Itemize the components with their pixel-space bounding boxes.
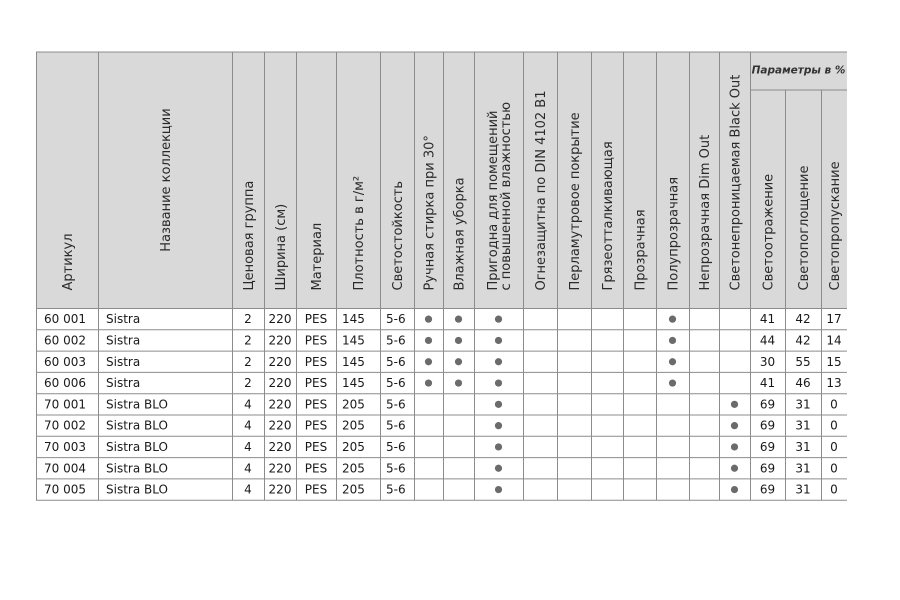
table-cell-material: PES xyxy=(304,397,328,412)
table-cell-article: 70 003 xyxy=(44,439,86,454)
feature-dot xyxy=(495,465,502,472)
column-header-label: Артикул xyxy=(61,233,76,291)
table-cell-lightfast: 5-6 xyxy=(386,333,406,348)
table-cell-reflect: 69 xyxy=(759,397,776,412)
table-cell-reflect: 69 xyxy=(759,418,776,433)
table-cell-article: 70 002 xyxy=(44,418,86,433)
column-header-pearl xyxy=(568,112,583,290)
column-header-article xyxy=(61,233,76,290)
table-cell-transmit: 17 xyxy=(826,312,842,327)
table-cell-collection: Sistra BLO xyxy=(106,439,168,454)
product-spec-table xyxy=(36,51,847,500)
table-cell-collection: Sistra BLO xyxy=(106,482,168,497)
column-header-material xyxy=(310,223,325,291)
feature-dot xyxy=(731,486,738,493)
table-cell-density: 205 xyxy=(342,439,365,454)
column-header-label: Плотность в г/м² xyxy=(352,175,367,291)
table-cell-collection: Sistra BLO xyxy=(106,397,168,412)
feature-dot xyxy=(425,379,432,386)
column-header-fireproof xyxy=(534,91,549,291)
column-header-transmit xyxy=(828,161,843,290)
column-header-label: Светопоглощение xyxy=(797,165,812,291)
feature-dot xyxy=(455,316,462,323)
table-cell-reflect: 69 xyxy=(759,439,776,454)
feature-dot xyxy=(425,316,432,323)
table-cell-collection: Sistra xyxy=(106,376,141,391)
column-header-label: Материал xyxy=(310,222,325,291)
table-cell-absorb: 42 xyxy=(795,333,811,348)
table-cell-lightfast: 5-6 xyxy=(386,439,406,454)
column-header-label: Пригодна для помещений xyxy=(486,110,501,291)
column-header-label: Ценовая группа xyxy=(242,180,257,291)
table-cell-density: 205 xyxy=(342,418,365,433)
column-header-dirtrep xyxy=(601,141,616,290)
table-cell-transmit: 13 xyxy=(826,376,842,391)
table-cell-lightfast: 5-6 xyxy=(386,482,406,497)
table-cell-density: 145 xyxy=(342,376,365,391)
table-cell-width: 220 xyxy=(268,439,292,454)
table-cell-material: PES xyxy=(304,418,328,433)
table-cell-material: PES xyxy=(304,333,328,348)
feature-dot xyxy=(731,465,738,472)
column-header-blackout xyxy=(729,75,744,291)
table-cell-width: 220 xyxy=(268,418,292,433)
table-cell-price_group: 4 xyxy=(244,482,252,497)
table-cell-absorb: 55 xyxy=(795,354,811,369)
column-header-label: Грязеотталкивающая xyxy=(601,141,616,291)
table-cell-lightfast: 5-6 xyxy=(386,312,406,327)
feature-dot xyxy=(425,337,432,344)
table-cell-width: 220 xyxy=(268,482,292,497)
table-cell-absorb: 46 xyxy=(795,376,811,391)
table-cell-absorb: 31 xyxy=(795,482,811,497)
table-cell-width: 220 xyxy=(268,397,292,412)
column-header-label: Перламутровое покрытие xyxy=(568,112,583,291)
column-header-label: Светоотражение xyxy=(761,173,777,291)
table-cell-width: 220 xyxy=(268,312,292,327)
table-cell-collection: Sistra xyxy=(106,312,141,327)
table-cell-price_group: 2 xyxy=(244,312,252,327)
table-cell-price_group: 2 xyxy=(244,376,252,391)
table-cell-collection: Sistra xyxy=(106,333,141,348)
feature-dot xyxy=(669,337,676,344)
feature-dot xyxy=(669,316,676,323)
table-cell-density: 205 xyxy=(342,397,365,412)
table-cell-reflect: 69 xyxy=(759,482,776,497)
table-cell-material: PES xyxy=(304,376,328,391)
feature-dot xyxy=(495,443,502,450)
column-header-lightfast xyxy=(391,181,406,291)
table-cell-transmit: 0 xyxy=(830,397,838,412)
feature-dot xyxy=(495,401,502,408)
table-cell-absorb: 31 xyxy=(795,418,811,433)
table-cell-material: PES xyxy=(304,439,328,454)
column-header-label: Ширина (см) xyxy=(274,203,289,291)
table-cell-transmit: 14 xyxy=(826,333,842,348)
feature-dot xyxy=(495,316,502,323)
table-cell-article: 70 004 xyxy=(44,461,86,476)
column-header-width xyxy=(274,204,289,291)
column-header-absorb xyxy=(797,166,812,291)
column-header-label: Ручная стирка при 30° xyxy=(422,135,438,291)
table-cell-price_group: 2 xyxy=(244,333,252,348)
table-cell-absorb: 31 xyxy=(795,439,811,454)
column-header-transparent xyxy=(634,209,649,290)
column-header-collection xyxy=(159,108,174,251)
table-cell-price_group: 4 xyxy=(244,461,252,476)
table-cell-absorb: 31 xyxy=(795,397,811,412)
table-cell-absorb: 31 xyxy=(795,461,811,476)
feature-dot xyxy=(495,486,502,493)
table-cell-collection: Sistra xyxy=(106,354,141,369)
column-header-label: Прозрачная xyxy=(633,209,649,291)
table-cell-width: 220 xyxy=(268,376,292,391)
column-header-humid xyxy=(486,102,514,291)
table-cell-article: 70 005 xyxy=(44,482,86,497)
table-cell-price_group: 2 xyxy=(244,354,252,369)
feature-dot xyxy=(669,358,676,365)
feature-dot xyxy=(495,358,502,365)
column-header-label: Огнезащитна по DIN 4102 B1 xyxy=(534,90,549,291)
table-cell-collection: Sistra BLO xyxy=(106,418,168,433)
table-cell-reflect: 30 xyxy=(759,354,776,369)
column-header-label: Непрозрачная Dim Out xyxy=(698,134,713,291)
feature-dot xyxy=(731,443,738,450)
column-header-price_group xyxy=(242,181,257,291)
table-cell-lightfast: 5-6 xyxy=(386,461,406,476)
feature-dot xyxy=(731,401,738,408)
table-cell-density: 145 xyxy=(342,333,365,348)
table-cell-article: 60 006 xyxy=(44,376,86,391)
table-cell-article: 60 003 xyxy=(44,354,86,369)
table-cell-transmit: 15 xyxy=(826,354,842,369)
feature-dot xyxy=(455,379,462,386)
column-header-label: Светонепроницаемая Black Out xyxy=(728,74,744,291)
table-graphic xyxy=(36,51,847,501)
feature-dot xyxy=(731,422,738,429)
feature-dot xyxy=(495,337,502,344)
table-cell-reflect: 69 xyxy=(759,461,776,476)
column-header-semitransparent xyxy=(667,177,682,291)
table-cell-reflect: 41 xyxy=(759,312,776,327)
feature-dot xyxy=(455,358,462,365)
table-cell-price_group: 4 xyxy=(244,439,252,454)
table-cell-reflect: 44 xyxy=(759,333,776,348)
column-header-reflect xyxy=(762,174,777,291)
table-cell-density: 145 xyxy=(342,354,365,369)
table-cell-material: PES xyxy=(304,312,328,327)
header-background xyxy=(36,52,847,309)
table-cell-material: PES xyxy=(304,482,328,497)
feature-dot xyxy=(455,337,462,344)
table-cell-transmit: 0 xyxy=(830,461,838,476)
feature-dot xyxy=(425,358,432,365)
table-cell-transmit: 0 xyxy=(830,439,838,454)
table-cell-width: 220 xyxy=(268,333,292,348)
table-cell-width: 220 xyxy=(268,461,292,476)
table-cell-material: PES xyxy=(304,461,328,476)
table-cell-lightfast: 5-6 xyxy=(386,418,406,433)
table-cell-density: 205 xyxy=(342,461,365,476)
table-cell-price_group: 4 xyxy=(244,418,252,433)
table-cell-article: 70 001 xyxy=(44,397,86,412)
column-header-label: Светопропускание xyxy=(828,161,843,291)
feature-dot xyxy=(669,379,676,386)
table-cell-lightfast: 5-6 xyxy=(386,354,406,369)
column-header-label: Влажная уборка xyxy=(452,177,468,291)
table-cell-density: 145 xyxy=(342,312,365,327)
table-cell-article: 60 001 xyxy=(44,312,86,327)
column-header-label: Полупрозрачная xyxy=(666,176,682,291)
table-cell-material: PES xyxy=(304,354,328,369)
table-cell-lightfast: 5-6 xyxy=(386,376,406,391)
column-header-label: Светостойкость xyxy=(391,180,406,291)
table-cell-article: 60 002 xyxy=(44,333,86,348)
table-cell-price_group: 4 xyxy=(244,397,252,412)
table-cell-density: 205 xyxy=(342,482,365,497)
feature-dot xyxy=(495,422,502,429)
column-header-handwash xyxy=(423,135,438,290)
group-header-label: Параметры в % xyxy=(751,64,846,77)
table-cell-collection: Sistra BLO xyxy=(106,461,168,476)
column-header-label: Название коллекции xyxy=(159,108,174,252)
feature-dot xyxy=(495,379,502,386)
column-header-density xyxy=(352,176,367,291)
table-cell-transmit: 0 xyxy=(830,418,838,433)
column-header-wetclean xyxy=(453,177,468,290)
table-cell-reflect: 41 xyxy=(759,376,776,391)
table-cell-absorb: 42 xyxy=(795,312,811,327)
column-header-label: с повышенной влажностью xyxy=(499,101,514,291)
column-header-dimout xyxy=(698,135,713,291)
table-cell-transmit: 0 xyxy=(830,482,838,497)
table-cell-lightfast: 5-6 xyxy=(386,397,406,412)
table-cell-width: 220 xyxy=(268,354,292,369)
